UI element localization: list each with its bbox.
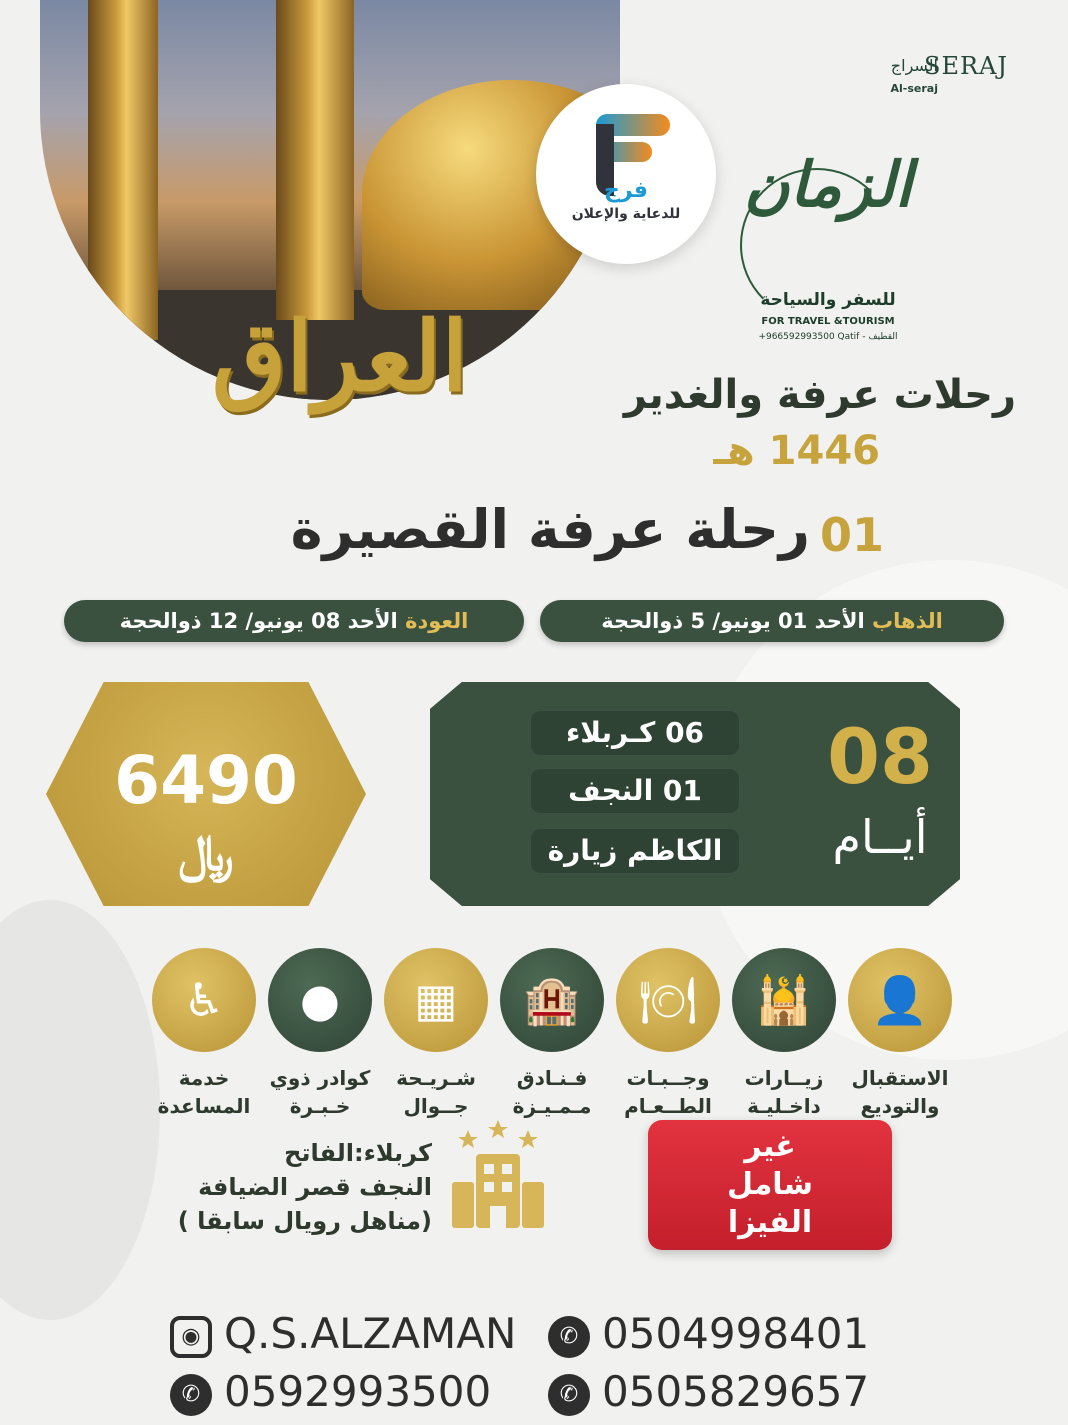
seraj-en: SERAJ xyxy=(924,52,1008,80)
destination-kadhimiya: الكاظم زيارة xyxy=(530,828,740,874)
return-value: الأحد 08 يونيو/ 12 ذوالحجة xyxy=(119,609,398,633)
days-number: 08 xyxy=(827,712,933,801)
alzaman-logo xyxy=(730,148,926,358)
trip-number: 01 xyxy=(820,508,885,562)
phone-contact-1[interactable] xyxy=(548,1308,869,1360)
service-label-2: داخـليـة xyxy=(747,1094,821,1118)
trip-name: رحلة عرفة القصيرة xyxy=(290,498,810,561)
instagram-icon: ◉ xyxy=(170,1316,212,1358)
alzaman-tagline-en: FOR TRAVEL &TOURISM xyxy=(761,316,895,327)
service-label-1: كوادر ذوي xyxy=(269,1066,371,1090)
phone-contact-2[interactable] xyxy=(548,1366,869,1418)
meals-icon: 🍽 xyxy=(616,948,720,1052)
whatsapp-contact[interactable] xyxy=(170,1366,491,1418)
mosque-icon: 🕌 xyxy=(732,948,836,1052)
phone-icon: ✆ xyxy=(548,1374,590,1416)
hotel-najaf: النجف قصر الضيافة xyxy=(198,1173,432,1201)
phone-icon: ✆ xyxy=(548,1316,590,1358)
service-label-2: والتوديع xyxy=(860,1094,940,1118)
instagram-handle[interactable]: Q.S.ALZAMAN xyxy=(224,1309,517,1358)
hotel-najaf-former-name: (مناهل رويال سابقا ) xyxy=(177,1207,432,1235)
minaret-middle xyxy=(276,0,354,320)
service-staff xyxy=(266,948,374,1120)
staff-icon: ● xyxy=(268,948,372,1052)
service-label-2: مـمـيـزة xyxy=(512,1094,592,1118)
riyal-icon: ﷼ xyxy=(178,824,234,882)
service-label-2: الطــعـام xyxy=(624,1094,712,1118)
return-label: العودة xyxy=(405,609,469,633)
service-sim xyxy=(382,948,490,1120)
background-arc xyxy=(0,900,160,1320)
service-label-1: خدمة xyxy=(178,1066,230,1090)
service-assist xyxy=(150,948,258,1120)
logo-badge-subtitle: للدعاية والإعلان xyxy=(571,206,681,222)
service-label-1: وجــبـات xyxy=(626,1066,710,1090)
service-hotels xyxy=(498,948,606,1120)
service-label-1: فـنـادق xyxy=(516,1066,588,1090)
trips-title: رحلات عرفة والغدير xyxy=(623,372,1016,418)
instagram-contact[interactable] xyxy=(170,1308,516,1360)
whatsapp-icon: ✆ xyxy=(170,1374,212,1416)
hotel-karbala: كربلاء:الفاتح xyxy=(284,1139,432,1167)
days-label: أيــام xyxy=(832,810,928,864)
sim-card-icon: ▦ xyxy=(384,948,488,1052)
visa-line-1: غير xyxy=(744,1129,796,1164)
price-value: 6490 xyxy=(114,742,298,819)
service-reception xyxy=(846,948,954,1120)
phone-number-1[interactable]: 0504998401 xyxy=(602,1309,870,1358)
visa-line-3: الفيزا xyxy=(727,1205,813,1240)
wheelchair-assist-icon: ♿ xyxy=(152,948,256,1052)
seraj-sub: Al-seraj xyxy=(890,82,938,95)
return-pill xyxy=(64,600,524,642)
service-label-2: المساعدة xyxy=(157,1094,251,1118)
logo-badge-title: فرج xyxy=(604,178,648,203)
seraj-brand xyxy=(836,48,1008,102)
hijri-year: 1446 هـ xyxy=(713,428,880,474)
service-label-2: خـبـرة xyxy=(289,1094,351,1118)
destination-karbala: 06 كـربلاء xyxy=(530,710,740,756)
hotel-icon: 🏨 xyxy=(500,948,604,1052)
service-label-2: جــوال xyxy=(403,1094,469,1118)
reception-guide-icon: 👤 xyxy=(848,948,952,1052)
iraq-calligraphy-title: العراق xyxy=(211,300,469,413)
hotels-list xyxy=(160,1136,432,1238)
price-badge xyxy=(46,682,366,906)
alzaman-tagline-ar: للسفر والسياحة xyxy=(760,290,896,310)
departure-pill xyxy=(540,600,1004,642)
service-label-1: زيــارات xyxy=(744,1066,824,1090)
minaret-left xyxy=(88,0,158,340)
destination-najaf: 01 النجف xyxy=(530,768,740,814)
service-label-1: شـريـحة xyxy=(396,1066,476,1090)
service-label-1: الاستقبال xyxy=(851,1066,949,1090)
hotel-building-icon xyxy=(448,1120,548,1230)
departure-label: الذهاب xyxy=(872,609,943,633)
departure-value: الأحد 01 يونيو/ 5 ذوالحجة xyxy=(601,609,865,633)
alzaman-calligraphy: الزمان xyxy=(744,148,912,221)
service-visits xyxy=(730,948,838,1120)
service-meals xyxy=(614,948,722,1120)
seraj-ar: السراج xyxy=(890,56,938,75)
visa-line-2: شامل xyxy=(726,1167,814,1202)
phone-number-2[interactable]: 0505829657 xyxy=(602,1367,870,1416)
whatsapp-number[interactable]: 0592993500 xyxy=(224,1367,492,1416)
advertiser-logo-badge xyxy=(536,84,716,264)
visa-not-included-badge xyxy=(648,1120,892,1250)
alzaman-phone: +966592993500 Qatif - القطيف xyxy=(758,332,898,342)
